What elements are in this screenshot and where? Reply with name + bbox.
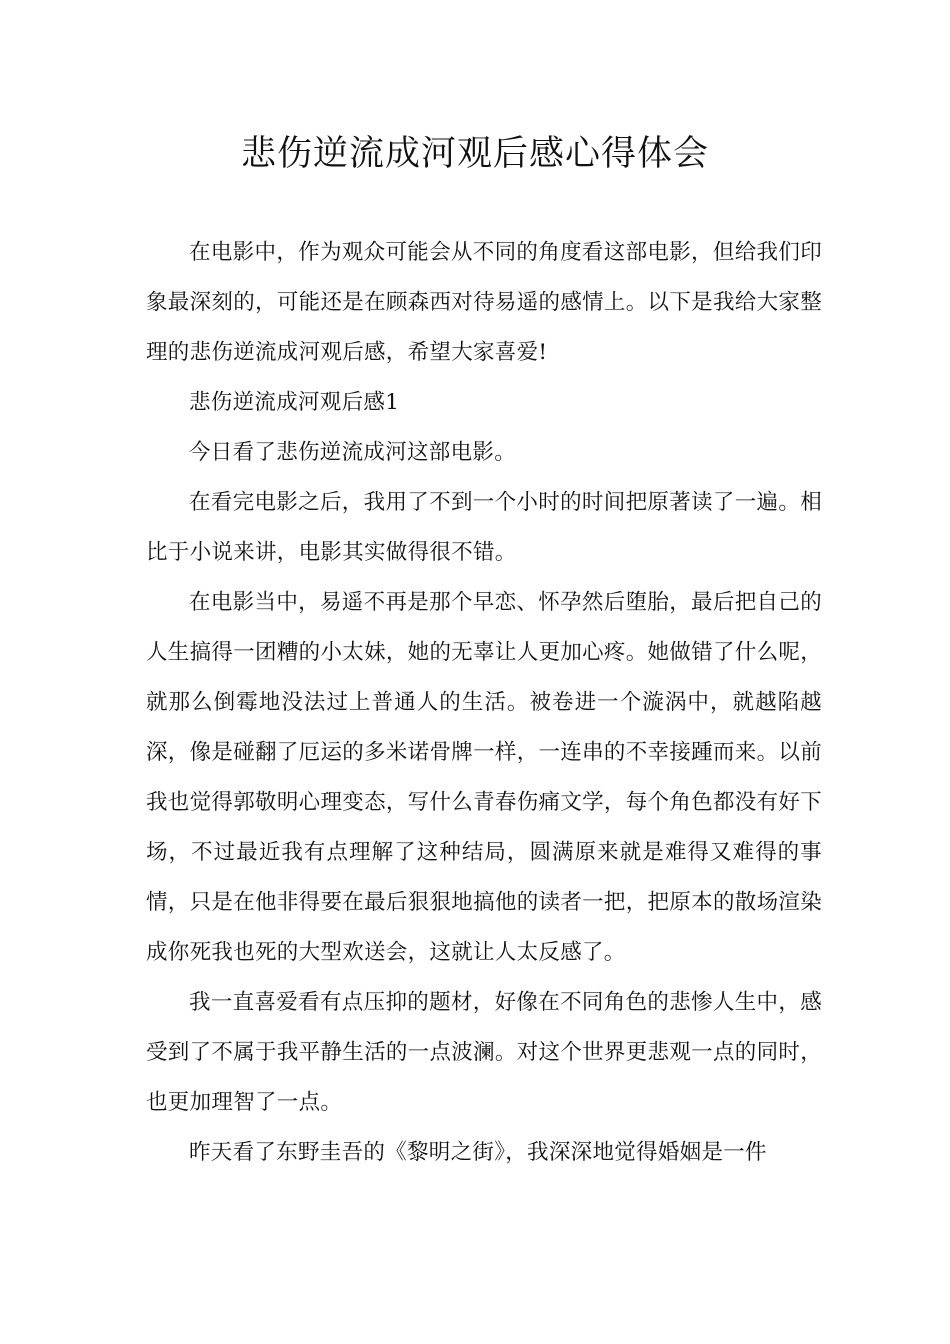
document-title: 悲伤逆流成河观后感心得体会 <box>240 134 709 174</box>
paragraph: 在看完电影之后，我用了不到一个小时的时间把原著读了一遍。相比于小说来讲，电影其实做得很不错。 <box>146 490 822 565</box>
paragraph: 昨天看了东野圭吾的《黎明之街》，我深深地觉得婚姻是一件 <box>189 1140 767 1165</box>
paragraph: 今日看了悲伤逆流成河这部电影。 <box>189 440 517 465</box>
paragraph: 在电影当中，易遥不再是那个早恋、怀孕然后堕胎，最后把自己的人生搞得一团糟的小太妹，她的无辜让人更加心疼。她做错了什么呢，就那么倒霉地没法过上普通人的生活。被卷进一个漩涡中，就越陷越深，像是碰翻了厄运的多米诺骨牌一样，一连串的不幸接踵而来。以前我也觉得郭敬明心理变态，写什么青春伤痛文学，每个角色都没有好下场，不过最近我有点理解了这种结局，圆满原来就是难得又难得的事情，只是在他非得要在最后狠狠地搞他的读者一把，把原本的散场渲染成你死我也死的大型欢送会，这就让人太反感了。 <box>146 590 822 965</box>
section-heading: 悲伤逆流成河观后感1 <box>189 390 400 415</box>
document-body <box>146 228 822 1178</box>
paragraph: 我一直喜爱看有点压抑的题材，好像在不同角色的悲惨人生中，感受到了不属于我平静生活的一点波澜。对这个世界更悲观一点的同时，也更加理智了一点。 <box>146 990 822 1115</box>
paragraph-intro: 在电影中，作为观众可能会从不同的角度看这部电影，但给我们印象最深刻的，可能还是在顾森西对待易遥的感情上。以下是我给大家整理的悲伤逆流成河观后感，希望大家喜爱! <box>146 240 822 365</box>
